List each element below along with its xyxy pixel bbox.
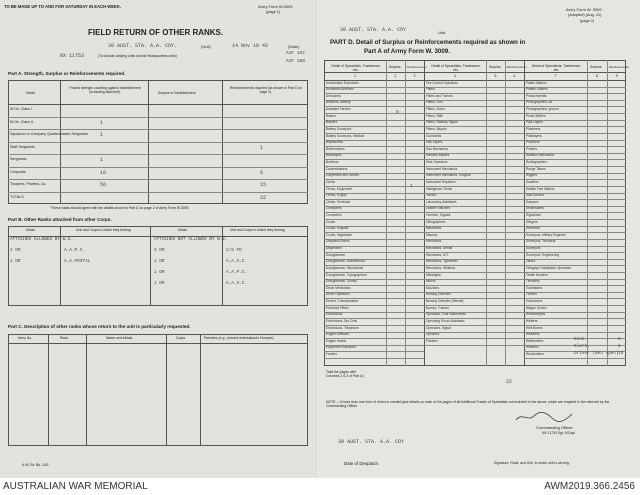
row-divider [524,173,626,174]
specialist-trade: Electrical Fitters [326,305,349,310]
c-col-remarks: Remarks (e.g., present whereabouts if known). [204,336,275,340]
specialist-trade: Mechanics [426,239,442,244]
specialist-trade: Operators, Signal [426,325,451,330]
page-one [0,0,318,478]
row-divider [324,110,424,115]
specialist-trade: Gas Mechanics [426,146,448,151]
specialist-trade: Plasterers [526,126,541,131]
part-d-col-detail: Detail of Specialists, Tradesmen, etc. [431,64,481,73]
specialist-trade: Woodcutters [526,352,544,357]
total-note: Total the pages with Columns 2 & 3 of Part A.) [326,370,365,379]
part-d-col-surplus: Surplus. [389,65,402,69]
line2-note: (To include outlying units and all Headquarters units) [98,54,177,58]
row-divider [524,219,626,220]
specialist-trade: Gunsmiths [426,133,442,138]
specialist-trade: Fire Control Operators [426,80,458,85]
extra-entry-label: Cook. [574,337,588,342]
specialist-trade: Whitesmiths [526,338,544,343]
specialist-trade: Textile Workers [526,272,548,277]
row-divider [8,117,308,118]
part-d-col-number: 5 [494,74,497,78]
specialist-trade: Saw Doctors [526,193,545,198]
part-b-detail-2: 1 OR [154,259,165,264]
specialist-trade: Fitters, Rifle [426,113,444,118]
specialist-trade: Electricians, Dry Cells [326,318,357,323]
part-d-col-number: 9 [616,74,618,78]
part-a-heading: Part A. Strength, Surplus or Reinforcements required. [8,71,126,76]
specialist-trade: Engine Hands [326,338,347,343]
header-instruction: TO BE MADE UP TO AND FOR SATURDAY IN EACH WEEK. [4,4,122,9]
part-b-detail: ATTACHED ALLOWED BY W.E. [10,237,74,242]
form-number-right: Army Form W. 3009 [566,7,602,12]
specialist-trade: Plumbers [526,140,540,145]
part-d-col-number: 7 [554,74,557,78]
signature-scribble [514,410,574,424]
specialist-trade: Fitters and Turners [426,93,453,98]
part-d-col-reinf: Reinforcements. [507,65,528,69]
specialist-trade: Armament Artificers [326,87,354,92]
form-title: FIELD RETURN OF OTHER RANKS. [88,28,224,37]
specialist-trade: Lithographers [426,219,446,224]
part-a-row-posted: 56 [100,182,107,188]
specialist-trade: Assistant Farriers [326,107,351,112]
row-divider [424,345,524,346]
part-a-row-reinf: 6 [260,169,264,176]
aif-stamp-2: AIF 188 [286,59,305,64]
form-number: Army Form W.3009 [258,4,293,9]
specialist-trade: Nurses, Trained [426,305,449,310]
specialist-trade: Cooks, Vegetarian [326,232,353,237]
print-code: A.W. Ed. Bk. 1/42 [22,463,49,467]
specialist-trade: Machinists [426,226,442,231]
specialist-trade: Joiners [426,193,437,198]
row-divider [424,279,524,280]
specialist-trade: Wheelwrights [526,312,546,317]
part-d-mark: 6 [396,110,399,115]
specialist-trade: Surveyors, Engineering [526,252,560,257]
specialist-trade: Dispensers [326,246,342,251]
specialist-trade: Welders [526,318,538,323]
row-divider [524,199,626,200]
specialist-trade: Fitters, Bicycle [426,126,447,131]
specialist-trade: Instrument Mechanics [426,166,458,171]
specialist-trade: Fitters, Motor [426,107,445,112]
c-col-name: Name and Initials. [106,336,134,340]
specialist-trade: Draughtsmen, Mechanical [326,265,364,270]
part-d-col-number: 6 [513,74,516,78]
part-d-col-reinf: Reinforcements. [609,65,630,69]
specialist-trade: Electricians, Telephone [326,325,359,330]
part-d-mark: 1 [410,184,413,189]
part-a-row-label: Staff Sergeants [10,144,35,149]
row-divider [8,142,308,143]
specialist-trade: Well Borers [526,325,543,330]
part-a-row-label: Sergeants [10,157,27,161]
specialist-trade: Saddle Tree Makers [526,186,555,191]
extra-entry-label: Clerk. [574,344,590,349]
specialist-trade: Pattern Makers [526,87,548,92]
specialist-trade: Butchers [326,160,339,165]
part-d-col-number: 1 [354,74,356,78]
specialist-trade: Photochemists [526,93,547,98]
specialist-trade: Mechanics, Wireless [426,265,456,270]
specialist-trade: Turners [526,292,537,297]
part-b-unit: A.A.M.C. [64,248,86,253]
specialist-trade: Pipe Layers [526,120,543,125]
specialist-trade: Despatch Riders [326,239,350,244]
archive-footer [0,478,640,495]
part-a-row-label: W.Os. Class I. [10,107,33,111]
part-d-col-number: 3 [413,74,416,78]
specialist-trade: Miners [426,279,436,284]
specialist-trade: Ammunition Examiners [326,80,359,85]
specialist-trade: Operating Room Assistants [426,318,465,323]
specialist-trade: Farriers [326,352,337,357]
specialist-trade: Clerks [326,179,336,184]
page-number-right: (page 2) [580,19,595,23]
aif-stamp-1: AIF 187 [286,51,305,56]
specialist-trade: Instrument Mechanics, Surgical [426,173,471,178]
specialist-trade: Armourers [326,93,341,98]
specialist-trade: Saddlers [526,179,539,184]
specialist-trade: Fitters, Gun [426,100,443,105]
specialist-trade: Sawyers [526,199,539,204]
specialist-trade: Artificers, Artillery [326,100,351,105]
specialist-trade: Drivers, Transportation [326,299,359,304]
part-a-row-reinf: 22 [260,194,267,201]
specialist-trade: Bricklayers [326,153,342,158]
specialist-trade: Opticians [426,332,440,337]
row-divider [8,179,308,180]
part-a-row-label: W.Os. Class II. [10,119,34,124]
part-a-row-posted: 1 [100,132,104,138]
specialist-trade: Leather Stitchers [426,206,451,211]
specialist-trade: Clerks, Supply [326,193,347,198]
row-divider [524,292,626,293]
specialist-trade: Clerks, Technical [326,199,351,204]
specialist-trade: Linemen, Signals [426,213,451,217]
extra-entry-value: 1 [618,344,621,349]
specialist-trade: Slingers [526,219,538,224]
col-posted: Posted strength counting against establishment (excluding attached). [69,86,141,95]
specialist-trade: Shoemakers [526,206,544,211]
specialist-trade: Tinsmiths [526,279,540,284]
part-d-heading-2: Part A of Army Form W. 3009. [364,48,450,55]
specialist-trade: Surveyors, Technical [526,239,556,244]
part-c-heading: Part C. Description of other ranks whose return to the unit is particularly requested. [8,324,191,329]
despatch-label: Date of Despatch. [344,461,380,466]
unit-typed-right: 30 AUST. STA. A.A. COY [340,27,407,33]
row-divider [524,358,626,359]
specialist-trade: Surveyors [526,246,541,251]
specialist-trade: Hide Operators [426,160,448,165]
part-b-detail: 1 OR [10,259,21,264]
part-a-row-reinf: 1 [260,144,264,151]
note-text: NOTE.—If more than one form of return is needed give details on each of the pages of all Additional Trades of Specialists not included in the above, which are required in the returned by the Commanding Officer. [326,400,610,409]
specialist-trade: Engine Artificers [326,332,350,337]
date-label: (Date). [288,44,301,49]
footer-right: AWM2019.366.2456 [544,481,635,492]
page-two [318,0,640,478]
specialist-trade: Moulders [426,285,440,290]
extra-entry-value: 15 [618,351,624,356]
specialist-trade: Radiographers [526,160,547,165]
unit-label-right: Unit. [438,30,447,35]
specialist-trade: Masons [426,232,438,237]
specialist-trade: Battery Surveyors, Medical [326,133,365,138]
specialist-trade: Printers [526,146,537,151]
part-b-unit-2: A.A.P.C. [226,270,248,275]
part-a-row-posted: 1 [100,157,104,163]
unit-label: (Unit) [201,44,211,49]
specialist-trade: Cabinetmakers [326,166,348,171]
specialist-trade: Laboratory Assistants [426,199,457,204]
part-b-unit-2: A.A.S.C. [226,259,248,264]
col-surplus: Surplus to Establishment. [158,91,197,95]
part-a-row-label: Squadron or Company Quartermaster-Sergeants [10,132,88,136]
specialist-trade: Computers [326,206,342,211]
part-a-row-label: Troopers, Privates, &c. [10,182,47,186]
specialist-trade: Fitters [426,87,435,92]
specialist-trade: Electricians [326,312,343,317]
specialist-trade: Bakers [326,113,336,118]
specialist-trade: Draughtsmen, Topographical [326,272,367,277]
specialist-trade: Photographers, ground [526,107,559,112]
c-col-no: Army No. [18,336,33,340]
row-divider [324,179,424,180]
part-b-detail: 1 OR [10,248,21,253]
specialist-trade: Wagon Drivers [526,305,547,310]
part-c-table [8,334,308,446]
col-reinf: Reinforcements required (as shown in Part D on page 2). [229,86,303,95]
c-col-corps: Corps. [176,336,186,340]
specialist-trade: Clerks, Equipment [326,186,353,191]
part-d-col-number: 8 [596,74,598,78]
row-divider [324,358,424,359]
part-a-row-posted: 10 [100,169,107,176]
part-d-col-number: 2 [394,74,397,78]
part-b-detail-2: 2 OR [154,248,165,253]
part-b-unit: A.A.POSTAL [64,259,91,264]
adopted-label: (Adopted) (Aug. 41) [568,13,602,17]
specialist-trade: Operators, Post Instruments [426,312,466,317]
specialist-trade: Intelligence Clerks [426,186,453,191]
part-a-row-label: TOTALS [10,194,24,199]
part-b-unit-2: 2/8 FD [226,248,242,253]
specialist-trade: Nursing Orderlies (Mental) [426,299,464,304]
b-col-detail: Detail. [26,228,36,232]
specialist-trade: Cooks, Hospital [326,226,349,231]
extra-entry-label: Driver (Non spec) [574,351,619,356]
specialist-trade: Telegraph Installation Operators [526,265,572,270]
specialist-trade: Mechanics, M.T. [426,252,450,257]
specialist-trade: Storemen [526,226,540,231]
specialist-trade: Draughtsmen [326,252,346,257]
sig-note: NX 11753 Sgt. A/Capt [542,431,575,435]
specialist-trade: Photographers, Air [526,100,553,105]
specialist-trade: Equipment Repairers [326,345,356,350]
specialist-trade: Cooks [326,219,336,224]
c-col-rank: Rank. [60,336,69,340]
part-d-heading: PART D. Detail of Surplus or Reinforcements required as shown in [330,39,526,46]
specialist-trade: Photo-Writers [526,113,546,118]
specialist-trade: Millwrights [426,272,441,277]
specialist-trade: Toolmakers [526,285,543,290]
part-d-col-detail: Detail of Specialists, Tradesmen, etc. [331,64,381,73]
row-divider [324,159,424,160]
unit-typed-right-2: 30 AUST. STA. A.A. COY [338,439,405,445]
specialist-trade: Barbers [326,120,338,125]
col-detail: Detail. [26,91,36,95]
specialist-trade: Draughtsmen, Survey [326,279,357,284]
part-a-note: *These totals should agree with the details shown in Part D on page 2 of Army Form W.3009. [50,206,190,210]
line2-typed: NX 11753 [60,53,85,59]
specialist-trade: Draughtsmen, Architectural [326,259,365,264]
specialist-trade: Harness Makers [426,153,450,158]
row-divider [424,338,524,339]
row-divider [324,120,424,121]
unit-typed: 30 AUST. STA. A.A. COY. [108,43,178,49]
specialist-trade: Boilermakers [326,146,345,151]
specialist-trade: Riggers [526,173,537,178]
row-divider [324,219,424,220]
part-d-col-surplus: Surplus. [489,65,502,69]
row-divider [8,154,308,155]
specialist-trade: Wiremen [526,345,539,350]
row-divider [8,192,308,193]
row-divider [524,146,626,147]
row-divider [524,179,626,180]
sig-label: Commanding Officer. [536,425,574,430]
specialist-trade: Battery Surveyors [326,126,352,131]
row-divider [424,232,524,233]
specialist-trade: Mechanics, Typewriter [426,259,458,264]
part-a-row-label: Corporals [10,169,26,174]
date-typed: 14 Nov 19 42 [232,43,269,49]
specialist-trade: Gas Layers [426,140,443,145]
part-d-col-reinf: Reinforcements. [407,65,428,69]
part-a-row-posted: 1 [100,119,104,126]
specialist-trade: Signalmen [526,213,542,217]
specialist-trade: Wheelers [526,332,540,337]
part-d-col-surplus: Surplus. [590,65,603,69]
specialist-trade: Instrument Repairers [426,179,456,184]
specialist-trade: Tailors [526,259,536,264]
part-b-detail-2: 1 OR [154,270,165,275]
specialist-trade: Surveyors, Military Engineer [526,232,566,237]
footer-left: AUSTRALIAN WAR MEMORIAL [3,481,148,492]
row-divider [424,193,524,194]
specialist-trade: Driver Mechanics [326,285,351,290]
part-b-detail-2: 1 OR [154,281,165,286]
specialist-trade: Driver Operators [326,292,350,297]
row-divider [8,129,308,130]
extra-entry-value: 6 [618,337,621,342]
part-d-col-number: 4 [454,74,456,78]
b-col-unit-2: Unit and Corps to which they belong. [230,228,286,232]
row-divider [524,259,626,260]
b-col-unit: Unit and Corps to which they belong. [76,228,132,232]
specialist-trade: Range Takers [526,166,546,171]
specialist-trade: Radiator Mechanics [526,153,555,158]
part-a-row-reinf: 15 [260,182,267,188]
part-d-col-detail: Detail of Specialists, Tradesmen, etc. [531,64,582,73]
signature-text: Signature, Rank, and Unit, to which unit is serving. [494,461,570,465]
row-divider [424,87,524,88]
row-divider [324,351,424,352]
specialist-trade: Nursing Orderlies [426,292,451,297]
row-divider [8,167,308,168]
specialist-trade: Blacksmiths [326,140,344,145]
total-value: 22 [506,379,513,385]
part-b-heading: Part B. Other Ranks attached from other Corps. [8,217,112,222]
specialist-trade: Platelayers [526,133,542,138]
specialist-trade: Fitters, Railway Signal [426,120,458,125]
specialist-trade: Painters [426,338,438,343]
page-number: (page 1) [266,10,281,14]
row-divider [524,318,626,319]
specialist-trade: Vulcanisers [526,299,543,304]
specialist-trade: Patent Makers [526,80,547,85]
specialist-trade: Mechanics, Dental [426,246,453,251]
specialist-trade: Carpenters and Joiners [326,173,360,178]
part-b-detail-2: ATTACHED NOT ALLOWED BY W.E. [154,237,228,242]
b-col-detail-2: Detail. [178,228,188,232]
specialist-trade: Concreters [326,213,342,217]
part-b-unit-2: A.A.S.C. [226,281,248,286]
